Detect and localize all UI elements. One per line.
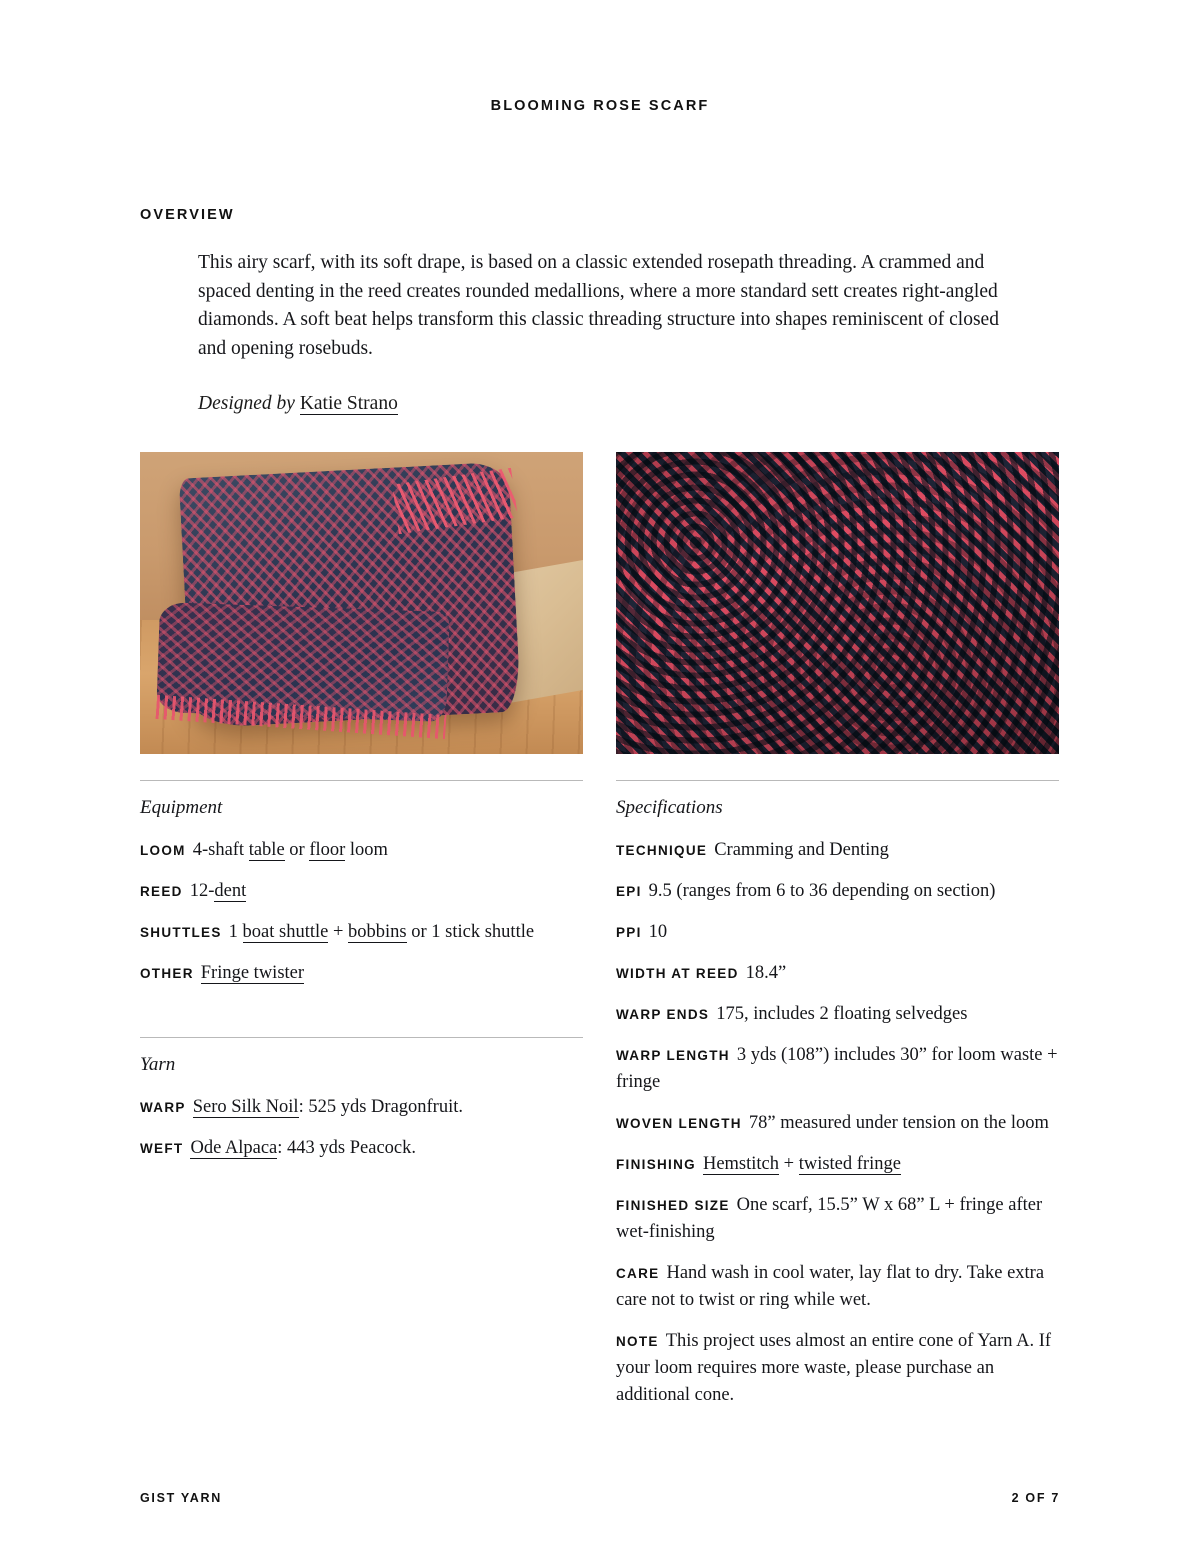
list-item (140, 960, 583, 987)
list-item (140, 919, 583, 946)
link-boat-shuttle[interactable]: boat shuttle (242, 922, 329, 942)
list-item (616, 837, 1059, 864)
divider-equipment (140, 780, 583, 781)
spec-key: WOVEN LENGTH (616, 1116, 742, 1131)
photo-weave-closeup (616, 452, 1059, 754)
spacer (140, 1001, 583, 1037)
spec-value: 78” measured under tension on the loom (748, 1113, 1049, 1133)
footer-brand: GIST YARN (140, 1491, 222, 1505)
spec-value: Hand wash in cool water, lay flat to dry. Take extra care not to twist or ring while wet. (616, 1263, 1045, 1310)
spec-value: : 443 yds Peacock. (277, 1138, 416, 1158)
spec-value: 12-dent (189, 881, 247, 901)
list-item (616, 878, 1059, 905)
list-item (616, 1110, 1059, 1137)
spec-key: OTHER (140, 966, 194, 981)
divider-specifications (616, 780, 1059, 781)
section-label-overview: OVERVIEW (140, 207, 235, 223)
designer-line (198, 390, 1003, 418)
detail-columns (140, 780, 1060, 1423)
list-item (616, 1042, 1059, 1096)
specifications-list (616, 837, 1059, 1409)
spec-key: WARP (140, 1100, 186, 1115)
spec-value: 10 (648, 922, 668, 942)
divider-yarn (140, 1037, 583, 1038)
spec-key: CARE (616, 1266, 660, 1281)
designer-link[interactable]: Katie Strano (299, 393, 398, 414)
heading-yarn: Yarn (140, 1054, 176, 1075)
spec-key: EPI (616, 884, 642, 899)
spec-key: FINISHED SIZE (616, 1198, 730, 1213)
spec-key: LOOM (140, 843, 186, 858)
link-ode-alpaca[interactable]: Ode Alpaca (190, 1138, 278, 1158)
list-item (140, 878, 583, 905)
yarn-list (140, 1094, 583, 1162)
spec-key: WARP ENDS (616, 1007, 710, 1022)
list-item (616, 1001, 1059, 1028)
spec-key: WARP LENGTH (616, 1048, 730, 1063)
spec-value: One scarf, 15.5” W x 68” L + fringe after wet-finishing (616, 1195, 1043, 1242)
spec-key: WEFT (140, 1141, 184, 1156)
photo-scarf-draped (140, 452, 583, 754)
link-sero-silk-noil[interactable]: Sero Silk Noil (192, 1097, 299, 1117)
spec-key: TECHNIQUE (616, 843, 708, 858)
link-bobbins[interactable]: bobbins (348, 922, 407, 942)
spec-key: WIDTH AT REED (616, 966, 739, 981)
designed-by-label: Designed by (198, 393, 295, 414)
column-left (140, 780, 583, 1423)
spec-key: SHUTTLES (140, 925, 222, 940)
link-fringe-twister[interactable]: Fringe twister (200, 963, 305, 983)
list-item (616, 1260, 1059, 1314)
column-right (616, 780, 1059, 1423)
spec-key: FINISHING (616, 1157, 696, 1172)
spec-value: : 525 yds Dragonfruit. (298, 1097, 464, 1117)
link-dent[interactable]: dent (214, 881, 247, 901)
link-floor-loom[interactable]: floor (309, 840, 346, 860)
spec-value: 9.5 (ranges from 6 to 36 depending on section) (648, 881, 996, 901)
spec-value: Cramming and Denting (714, 840, 889, 860)
spec-value: 1 boat shuttle + bobbins or 1 stick shuttle (228, 922, 535, 942)
spec-value: 175, includes 2 floating selvedges (716, 1004, 968, 1024)
list-item (616, 960, 1059, 987)
spec-value: 3 yds (108”) includes 30” for loom waste + fringe (616, 1045, 1058, 1092)
link-table-loom[interactable]: table (248, 840, 285, 860)
page-title: BLOOMING ROSE SCARF (490, 98, 710, 114)
heading-equipment: Equipment (140, 797, 223, 818)
photo-row (140, 452, 1060, 754)
link-twisted-fringe[interactable]: twisted fringe (798, 1154, 901, 1174)
list-item: FINISHING Hemstitch + twisted fringe (616, 1154, 901, 1174)
spec-value: This project uses almost an entire cone of Yarn A. If your loom requires more waste, please purchase an additional cone. (616, 1331, 1052, 1405)
heading-specifications: Specifications (616, 797, 723, 818)
overview-paragraph: This airy scarf, with its soft drape, is based on a classic extended rosepath threading. A crammed and spaced denting in the reed creates rounded medallions, where a more standard sett creates right-angled diamonds. A soft beat helps transform this classic threading structure into shapes reminiscent of closed and opening rosebuds. (198, 252, 999, 359)
spec-value: 4-shaft table or floor loom (192, 840, 388, 860)
spec-value: 18.4” (745, 963, 787, 983)
list-item (616, 919, 1059, 946)
overview-body (198, 249, 1003, 418)
spec-key: REED (140, 884, 183, 899)
spec-key: NOTE (616, 1334, 659, 1349)
list-item (140, 1094, 583, 1121)
spec-key: PPI (616, 925, 642, 940)
list-item (616, 1192, 1059, 1246)
page-footer (140, 1491, 1060, 1505)
list-item (140, 1135, 583, 1162)
weave-shading (616, 452, 1059, 754)
list-item (616, 1328, 1059, 1409)
equipment-list (140, 837, 583, 987)
link-hemstitch[interactable]: Hemstitch (702, 1154, 779, 1174)
footer-page-number: 2 OF 7 (1011, 1491, 1060, 1505)
list-item (140, 837, 583, 864)
